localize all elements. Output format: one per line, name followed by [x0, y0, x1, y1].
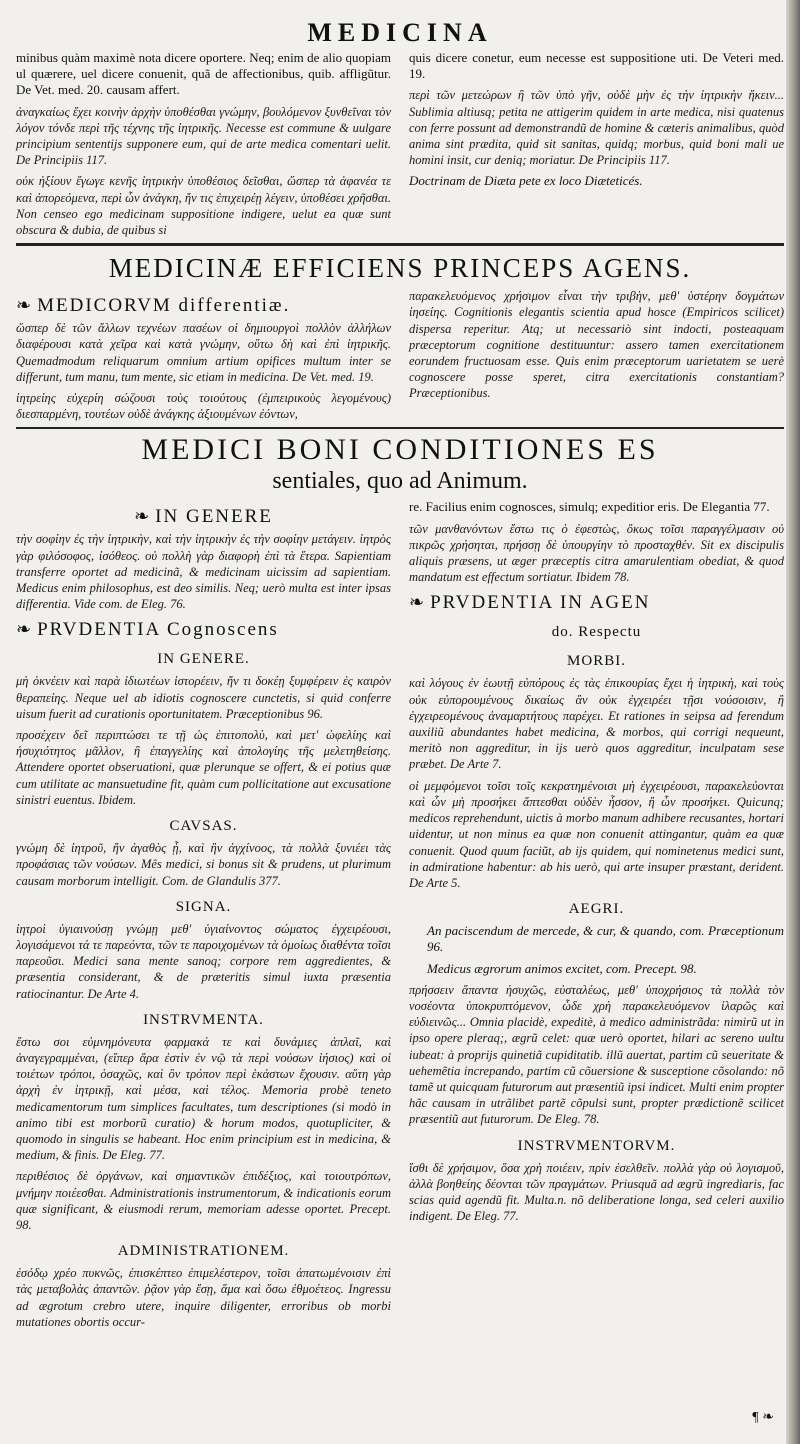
section1-left-column [16, 288, 391, 427]
section2-right-column [409, 499, 784, 1335]
subheading-text: MORBI. [567, 653, 626, 670]
catchword-mark: ¶ ❧ [752, 1410, 774, 1425]
paragraph: ἰητρείης εὐχερίη σώζουσι τοὺς τοιούτους (ἐμπειρικοὺς λεγομένους) διεσπαρμένη, τουτέων οὐδὲ ἀνάγκης ἀξιουμένων ἐόντων, [16, 391, 391, 422]
section-rule [16, 427, 784, 429]
subheading [409, 649, 784, 672]
fleuron-icon: ❧ [16, 295, 34, 316]
subheading-text: SIGNA. [175, 898, 232, 915]
subheading [16, 1008, 391, 1031]
page-edge-shadow [786, 0, 800, 1444]
subheading-text: PRVDENTIA IN AGEN [430, 592, 651, 614]
paragraph: περιθέσιος δὲ ὀργάνων, καὶ σημαντικῶν ἐπιδέξιος, καὶ τοιουτρόπων, μνήμην ποιέεσθαι. Administrationis instrumentorum, & indicationis eorum quæ significant, & eiusmodi rerum, memoriam adesse oportet. Precept. 98. [16, 1169, 391, 1232]
paragraph: ἀναγκαίως ἔχει κοινὴν ἀρχὴν ὑποθέσθαι γνώμην, βουλόμενον ξυνθεῖναι τὸν λόγον τόνδε περὶ τῆς τέχνης τῆς ἰητρικῆς. Necesse est commune & uulgare principium sententijs supponere eum, qui de arte medica comentari uelit. De Principiis 117. [16, 104, 391, 168]
subheading-text: PRVDENTIA Cognoscens [37, 619, 279, 641]
subheading [16, 1239, 391, 1262]
subheading-text: INSTRVMENTA. [143, 1011, 264, 1028]
subheading-text: ADMINISTRATIONEM. [117, 1243, 290, 1260]
subheading [409, 620, 784, 643]
top-right-column [409, 50, 784, 243]
subheading-text: CAVSAS. [169, 818, 238, 835]
running-head: MEDICINA [307, 18, 493, 47]
paragraph: ἴσθι δὲ χρήσιμον, ὅσα χρὴ ποιέειν, πρὶν ἐσελθεῖν. πολλὰ γὰρ οὐ λογισμοῦ, ἀλλὰ βοηθείης δέονται τῶν πραγμάτων. Priusquã ad ægrũ ingrediaris, fac scias quid agendũ fit. Multa.n. nõ deliberatione longa, sed celeri auxilio indigent. De Eleg. 77. [409, 1160, 784, 1224]
section-subtitle: sentiales, quo ad Animum. [272, 468, 528, 495]
subheading [16, 505, 391, 528]
paragraph: τῶν μανθανόντων ἔστω τις ὁ ἐφεστὼς, ὅκως τοῖσι παραγγέλμασιν οὐ πικρῶς χρήσηται, πρήσσῃ δὲ ὑπουργίην τὸ προσταχθέν. Sit ex discipulis aliquis præsens, ut æger præceptis citra amarulentiam obediat, & quod mandatum est effectum sortiatur. Ibidem 78. [409, 521, 784, 585]
section2-left-column [16, 499, 391, 1335]
subheading [16, 294, 391, 317]
paragraph: re. Facilius enim cognosces, simulq; expeditior eris. De Elegantia 77. [409, 499, 770, 515]
subheading [409, 591, 784, 614]
paragraph: προσέχειν δεῖ περιπτώσει τε τῇ ὡς ἐπιτοπολὺ, καὶ μετ' ὠφελίης καὶ ἡσυχιότητος μᾶλλον, ἢ ἐπαγγελίης καὶ ἀπολογίης τῆς μελετηθείσης. Attendere oportet obseruationi, quæ plerunque se offert, & ei potius quæ cum utilitate ac mansuetudine fit, quàm cum pollicitatione aut excusatione sinistri euentus. Ibidem. [16, 728, 391, 807]
paragraph: πρήσσειν ἅπαντα ἡσυχῶς, εὐσταλέως, μεθ' ὑποχρήσιος τὰ πολλὰ τὸν νοσέοντα ὑποκρυπτόμενον, ὧδε χρὴ παρακελευόμενον ἱλαρῶς καὶ εὐδιεινῶς... Omnia placidè, expeditè, à medico administrãda: nimirũ ut in ipso opere pleraq;, ægrũ celet: quæ uerò oportet, hilari ac sereno uultu iubeat: à proprijs quinetiã cupiditatib. illũ auertat, partim cũ seueritate & uehemẽtia increpando, partim cũ cõuersione & susceptione cõsolando: nõ tamẽ ut quicquam futurorum aut præsentiũ ipsi indicet. Multi enim propter hãc causam in utrãlibet partẽ cõpulsi sunt, propter prædictionẽ scilicet præsentiũ aut futurorum. De Eleg. 78. [409, 982, 784, 1127]
paragraph: περὶ τῶν μετεώρων ἢ τῶν ὑπὸ γῆν, οὐδὲ μὴν ἐς τὴν ἰητρικὴν ἥκειν... Sublimia altiusq; petita ne attigerim quidem in arte medica, nisi quatenus con ferre possunt ad demonstrandũ de homine & cæteris animalibus, quòd anima sint prædita, quid sit sanitas, quidq; morbus, quid boni mali ue homini insit, cur deniq; moriatur. De Principiis 117. [409, 88, 784, 168]
fleuron-icon: ❧ [409, 592, 427, 613]
top-left-column [16, 50, 391, 243]
section-title: MEDICINÆ EFFICIENS PRINCEPS AGENS. [108, 253, 692, 284]
paragraph: οἱ μεμφόμενοι τοῖσι τοῖς κεκρατημένοισι μὴ ἐγχειρέουσι, παρακελεύονται καὶ ὧν μὴ προσήκει ἅπτεσθαι οὐδὲν ἧσσον, ἢ ὧν προσήκει. Quicunq; medicos reprehendunt, uictis à morbo manum adhibere recusantes, hortari uidentur, ut non minus ea quæ non conuenit attingantur, quàm ea quæ conuenit. Quod quum faciũt, ab ijs quidem, qui nominetenus medici sunt, in admiratione habentur: ab his uerò, qui arte insuper præstant, derident. De Arte 5. [409, 778, 784, 890]
fleuron-icon: ❧ [16, 619, 34, 640]
section-rule [16, 243, 784, 246]
cross-reference: Doctrinam de Diæta pete ex loco Diæteticés. [409, 173, 643, 189]
subheading-text: IN GENERE. [157, 651, 250, 668]
paragraph: ἰητροὶ ὑγιαινούσῃ γνώμῃ μεθ' ὑγιαίνοντος σώματος ἐγχειρέουσι, λογισάμενοι τά τε παρεόντα, τῶν τε παροιχομένων τὰ ὁμοίως διαθέντα τοῖσι παρεοῦσι. Medici sana mente sanoq; corpore rem aggredientes, & præsentia considerant, & de præteritis simul iuxta præsentia ratiocinantur. De Arte 4. [16, 921, 391, 1001]
subheading [409, 1134, 784, 1157]
cross-reference: Medicus ægrorum animos excitet, com. Precept. 98. [427, 960, 697, 976]
subheading [16, 618, 391, 641]
subheading [16, 895, 391, 918]
subheading-text: INSTRVMENTORVM. [517, 1137, 676, 1154]
cross-reference: An paciscendum de mercede, & cur, & quando, com. Præceptionum 96. [427, 923, 784, 955]
subheading [409, 897, 784, 920]
paragraph: γνώμη δὲ ἰητροῦ, ἤν ἀγαθὸς ᾖ, καὶ ἢν ἀγχίνοος, τὰ πολλὰ ξυνιέει τὰς προφάσιας τῶν νούσων. Mês medici, si bonus sit & prudens, ut plurimum causam morborum intelligit. Com. de Glandulis 377. [16, 841, 391, 888]
top-columns [10, 50, 790, 243]
paragraph: quis dicere conetur, eum necesse est suppositione uti. De Veteri med. 19. [409, 50, 784, 82]
paragraph: οὐκ ἠξίουν ἔγωγε κενῆς ἰητρικὴν ὑποθέσιος δεῖσθαι, ὥσπερ τὰ ἀφανέα τε καὶ ἀπορεόμενα, περὶ ὧν ἀνάγκη, ἤν τις ἐπιχειρέῃ λέγειν, ὑποθέσει χρῆσθαι. Non censeo ego medicinam suppositione indigere, uelut ea quæ sunt obscura & dubia, de quibus si [16, 174, 391, 238]
subheading-text: MEDICORVM differentiæ. [37, 295, 291, 317]
paragraph: ὥσπερ δὲ τῶν ἄλλων τεχνέων πασέων οἱ δημιουργοὶ πολλὸν ἀλλήλων διαφέρουσι κατὰ χεῖρα καὶ κατὰ γνώμην, οὕτω δὴ καὶ ἐπὶ ἰητρικῆς. Quemadmodum reliquarum omnium artium opifices multum inter se differunt, tum manu, tum mente, sic etiam in medicina. De Vet. med. 19. [16, 321, 391, 384]
section-title: MEDICI BONI CONDITIONES ES [141, 433, 659, 467]
section1-columns [10, 288, 790, 427]
subheading-text: AEGRI. [568, 901, 625, 918]
subheading [16, 814, 391, 837]
subheading-text: do. Respectu [551, 624, 642, 641]
subheading-text: IN GENERE [155, 506, 273, 528]
paragraph: παρακελευόμενος χρήσιμον εἶναι τὴν τριβὴν, μεθ' ὑστέρην δογμάτων ἰησείης. Cognitionis elegantis scientia apud hosce (Empiricos scilicet) dispersa reperitur. Atq; ut necessariò sint indocti, posteaquam præceptorum cognitione destituuntur: assero tamen exercitationem eorundem fructuosam esse. Quis enim præceptorum uarietatem se uerè cognoscere posse speret, citra exercitationis constantiam? Præceptionibus. [409, 289, 784, 401]
fleuron-icon: ❧ [134, 506, 152, 527]
paragraph: ἐσόδῳ χρέο πυκνῶς, ἐπισκέπτεο ἐπιμελέστερον, τοῖσι ἀπατωμένοισιν ἐπὶ τὰς μεταβολὰς ἀπαντῶν. ῥᾷον γὰρ ἔσῃ, ἅμα καὶ ὅσω ἐθμοέτεος. Ingressu ad ægrotum crebro utere, inquire diligenter, erroribus ob morbi mutationes obortis occur- [16, 1266, 391, 1329]
subheading [16, 647, 391, 670]
paragraph: μὴ ὀκνέειν καὶ παρὰ ἰδιωτέων ἱστορέειν, ἤν τι δοκέῃ ξυμφέρειν ἐς καιρὸν θεραπείης. Neque uel ab idiotis cognoscere cunctetis, si quid conferre uisum fuerit ad curationis oportunitatem. Præceptionibus 96. [16, 674, 391, 721]
paragraph: τὴν σοφίην ἐς τὴν ἰητρικὴν, καὶ τὴν ἰητρικὴν ἐς τὴν σοφίην μετάγειν. ἰητρὸς γὰρ φιλόσοφος, ἰσόθεος. οὐ πολλὴ γὰρ διαφορὴ ἐπὶ τὰ ἕτερα. Sapientiam transferre oportet ad medicinã, & medicinam uicissim ad sapientiam. Medicus enim philosophus, est deo similis. Neq; uerò multa est inter ipsas differentia. Vide com. de Eleg. 76. [16, 532, 391, 612]
paragraph: ἔστω σοι εὐμνημόνευτα φαρμακά τε καὶ δυνάμιες ἁπλαῖ, καὶ ἀναγεγραμμέναι, (εἴπερ ἄρα ἐστὶν ἐν νῷ τὰ περὶ νούσων ἰήσιος) καὶ οἱ τοιέτων τρόποι, ὁσαχῶς, καὶ ὃν τρόπον περὶ ἑκάστων ἔχουσιν. αὕτη γὰρ ἀρχὴ ἐν ἰητρικῇ, καὶ μέσα, καὶ τέλος. Memoria probè teneto medicamentorum tum simplices facultates, tum descriptiones (si modò in animo tibi est morborũ curatio) & horum modos, quotupliciter, & quomodo in singulis se habeant. Hoc enim principium est in medicina, & medium, & finis. De Eleg. 77. [16, 1034, 391, 1163]
paragraph: καὶ λόγους ἐν ἑωυτῇ εὐπόρους ἐς τὰς ἐπικουρίας ἔχει ἡ ἰητρικὴ, καὶ τοὺς οὐκ εὐπορουμένους δικαίως ἂν οὐκ ἐγχειρέει τῇσι νούσοισιν, ἢ ἐγχειρεομένους ἀναμαρτήτους παρέχει. Et rationes in seipsa ad ferendum auxiliũ abundantes habet medicina, & morbos, qui corrigi nequeunt, meritò non aggreditur, in ijs uerò quos aggreditur, inculpatam sese præbet. De Arte 7. [409, 676, 784, 772]
paragraph: minibus quàm maximè nota dicere oportere. Neq; enim de alio quopiam ul quærere, uel dicere conuenit, quã de affectionibus, quib. affligũtur. De Vet. med. 20. causam affert. [16, 50, 391, 98]
section1-right-column [409, 288, 784, 427]
section2-columns [10, 499, 790, 1335]
